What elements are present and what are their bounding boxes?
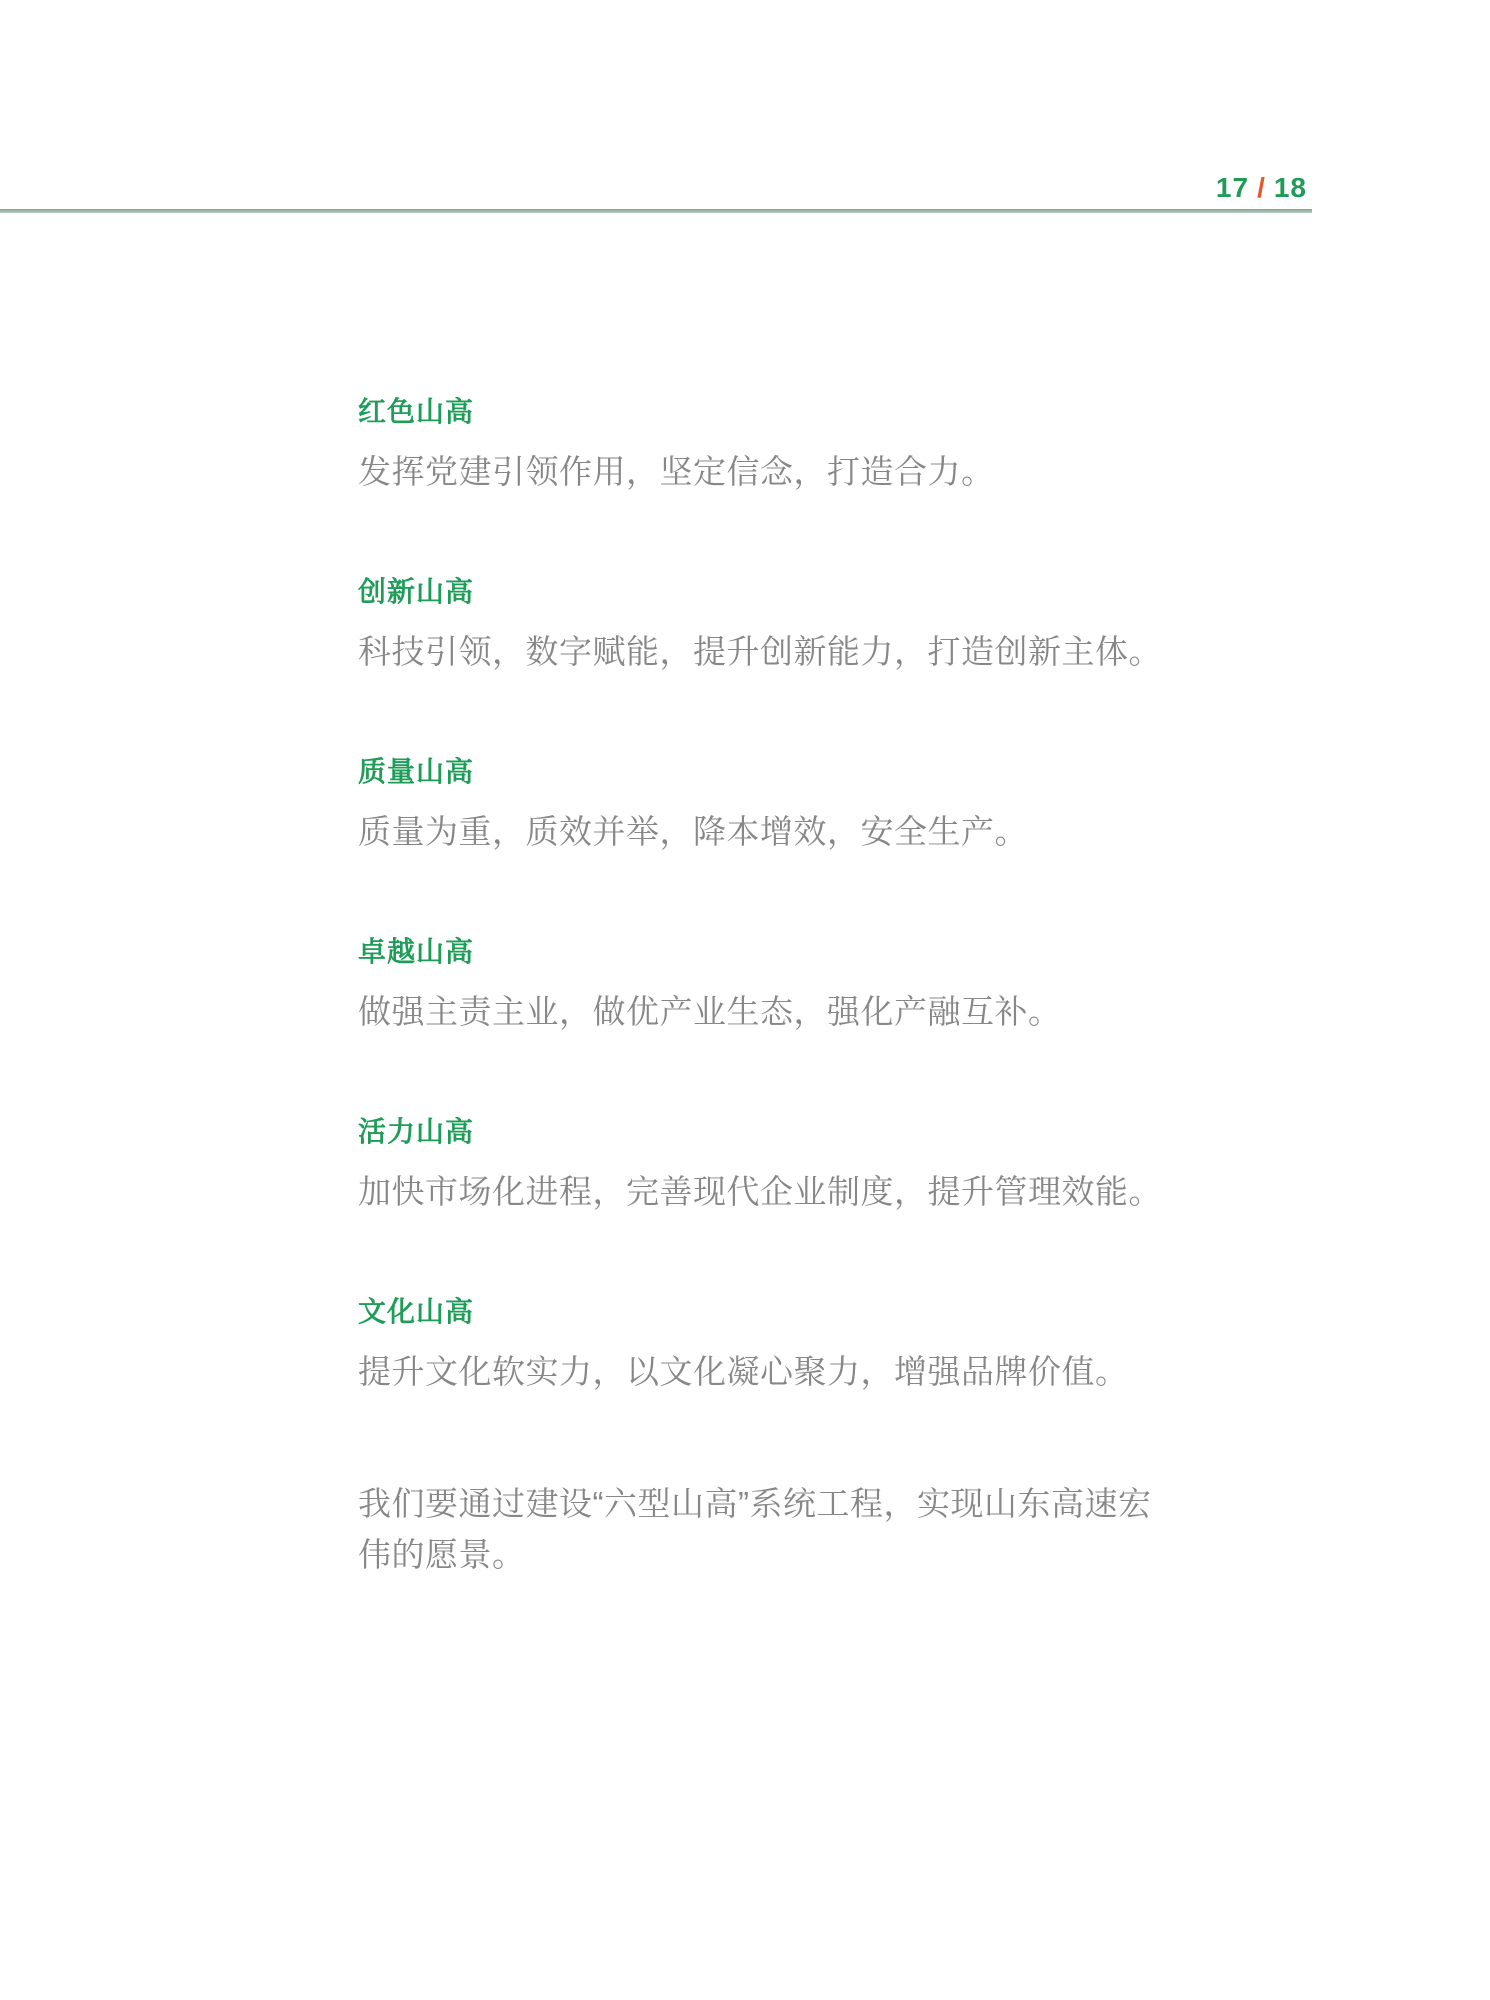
header-divider-line bbox=[0, 209, 1312, 213]
section-body: 质量为重，质效并举，降本增效，安全生产。 bbox=[358, 813, 1028, 850]
sections bbox=[358, 398, 1218, 1580]
section-body: 提升文化软实力，以文化凝心聚力，增强品牌价值。 bbox=[358, 1353, 1129, 1390]
section-heading: 红色山高 bbox=[358, 396, 475, 427]
section-heading: 卓越山高 bbox=[358, 936, 475, 967]
section bbox=[358, 1298, 1218, 1397]
page-number-current: 17 bbox=[1215, 172, 1250, 203]
section bbox=[358, 578, 1218, 677]
section-body: 科技引领，数字赋能，提升创新能力，打造创新主体。 bbox=[358, 633, 1162, 670]
section bbox=[358, 758, 1218, 857]
section-heading: 创新山高 bbox=[358, 576, 475, 607]
section-body: 加快市场化进程，完善现代企业制度，提升管理效能。 bbox=[358, 1173, 1162, 1210]
section-body: 做强主责主业，做优产业生态，强化产融互补。 bbox=[358, 993, 1062, 1030]
section-heading: 活力山高 bbox=[358, 1116, 475, 1147]
section bbox=[358, 1118, 1218, 1217]
page-number-separator: / bbox=[1257, 172, 1266, 203]
section-heading: 质量山高 bbox=[358, 756, 475, 787]
section bbox=[358, 398, 1218, 497]
section-heading: 文化山高 bbox=[358, 1296, 475, 1327]
page-number bbox=[1216, 172, 1307, 204]
closing-paragraph: 我们要通过建设“六型山高”系统工程，实现山东高速宏伟的愿景。 bbox=[358, 1485, 1152, 1573]
section-body: 发挥党建引领作用，坚定信念，打造合力。 bbox=[358, 453, 995, 490]
section bbox=[358, 938, 1218, 1037]
page-number-total: 18 bbox=[1273, 172, 1307, 203]
